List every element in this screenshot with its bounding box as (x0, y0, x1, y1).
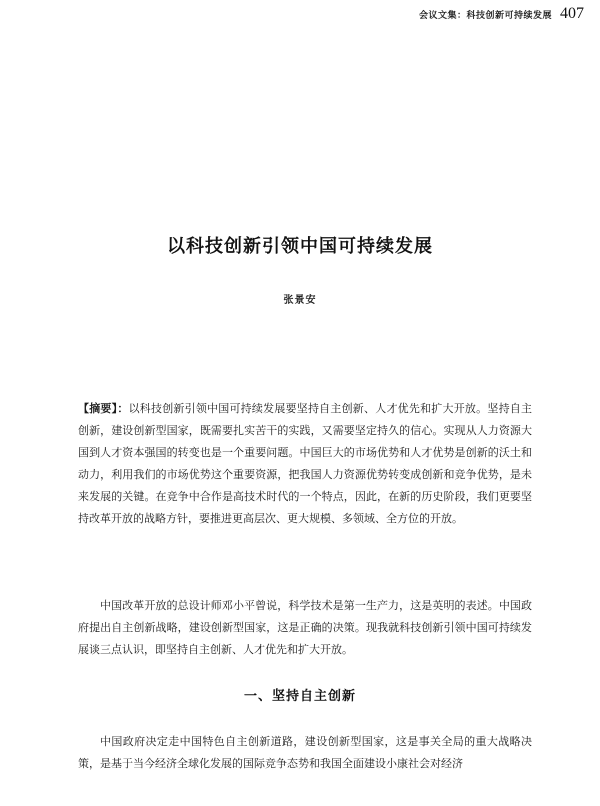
running-header (419, 5, 584, 23)
section-heading: 一、坚持自主创新 (243, 689, 356, 704)
intro-paragraph: 中国改革开放的总设计师邓小平曾说，科学技术是第一生产力，这是英明的表述。中国政府提出自主创新战略，建设创新型国家，这是正确的决策。现我就科技创新引领中国可持续发展谈三点认识，即坚持自主创新、人才优先和扩大开放。 (78, 599, 532, 656)
abstract-paragraph (78, 398, 532, 530)
running-header-text: 会议文集：科技创新可持续发展 (418, 11, 552, 21)
article-title: 以科技创新引领中国可持续发展 (167, 236, 433, 257)
article-author: 张景安 (283, 295, 317, 306)
page-number: 407 (560, 5, 584, 22)
abstract-text: 以科技创新引领中国可持续发展要坚持自主创新、人才优先和扩大开放。坚持自主创新，建设创新型国家，既需要扎实苦干的实践，又需要坚定持久的信心。实现从人力资源大国到人才资本强国的转变也是一个重要问题。中国巨大的市场优势和人才优势是创新的沃土和动力，利用我们的市场优势这个重要资源，把我国人力资源优势转变成创新和竞争优势，是未来发展的关键。在竞争中合作是高技术时代的一个特点，因此，在新的历史阶段，我们更要坚持改革开放的战略方针，要推进更高层次、更大规模、多领域、全方位的开放。 (78, 402, 532, 525)
abstract-label: 【摘要】： (78, 402, 129, 415)
section-paragraph: 中国政府决定走中国特色自主创新道路，建设创新型国家，这是事关全局的重大战略决策，是基于当今经济全球化发展的国际竞争态势和我国全面建设小康社会对经济 (78, 735, 532, 770)
